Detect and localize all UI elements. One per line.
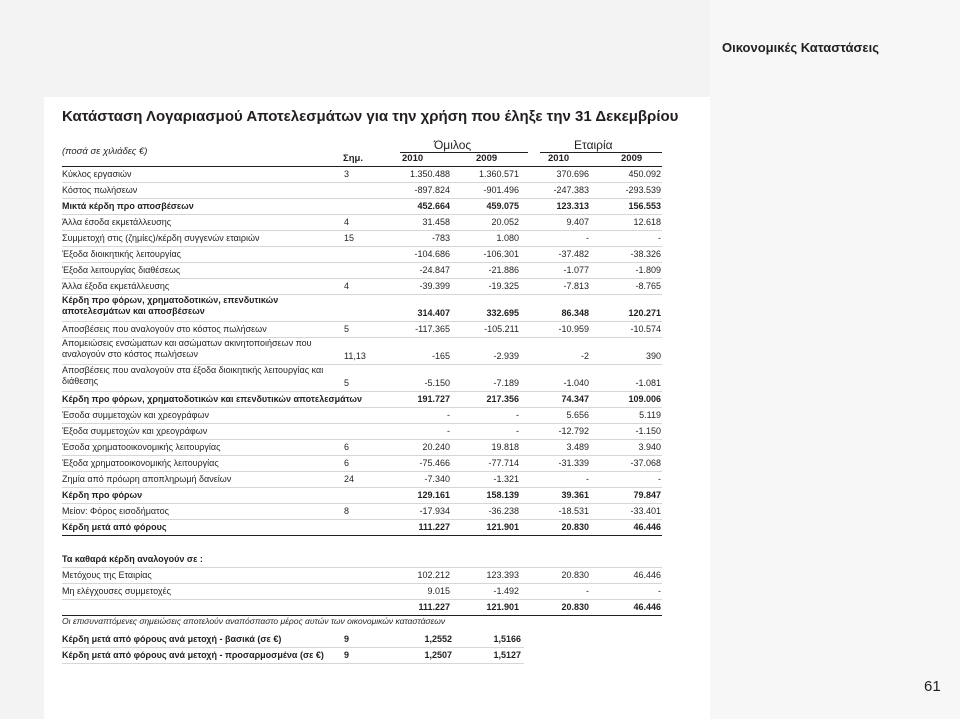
table-row: Έσοδα χρηματοοικονομικής λειτουργίας 6 20.240 19.818 3.489 3.940: [62, 440, 662, 456]
table-row: Έξοδα λειτουργίας διαθέσεως -24.847 -21.886 -1.077 -1.809: [62, 263, 662, 279]
table-row: Μετόχους της Εταιρίας 102.212 123.393 20.830 46.446: [62, 568, 662, 584]
table-row-net-profit: Κέρδη μετά από φόρους 111.227 121.901 20.830 46.446: [62, 520, 662, 536]
table-row: Κύκλος εργασιών 3 1.350.488 1.360.571 370.696 450.092: [62, 167, 662, 183]
table-row: Μείον: Φόρος εισοδήματος 8 -17.934 -36.238 -18.531 -33.401: [62, 504, 662, 520]
statement-title: Κατάσταση Λογαριασμού Αποτελεσμάτων για την χρήση που έληξε την 31 Δεκεμβρίου: [62, 108, 679, 125]
table-row: Αποσβέσεις που αναλογούν στα έξοδα διοικητικής λειτουργίας και διάθεσης 5 -5.150 -7.189 -1.040 -1.081: [62, 365, 662, 392]
table-row: Συμμετοχή στις (ζημίες)/κέρδη συγγενών εταιριών 15 -783 1.080 - -: [62, 231, 662, 247]
group-header: Όμιλος: [434, 138, 472, 152]
table-row: Μη ελέγχουσες συμμετοχές 9.015 -1.492 - -: [62, 584, 662, 600]
table-row: Ζημία από πρόωρη αποπληρωμή δανείων 24 -7.340 -1.321 - -: [62, 472, 662, 488]
table-row: Έξοδα συμμετοχών και χρεογράφων - - -12.792 -1.150: [62, 424, 662, 440]
attribution-total-row: 111.227 121.901 20.830 46.446: [62, 600, 662, 616]
table-row: Αποσβέσεις που αναλογούν στο κόστος πωλήσεων 5 -117.365 -105.211 -10.959 -10.574: [62, 322, 662, 338]
attribution-title: Τα καθαρά κέρδη αναλογούν σε :: [62, 552, 662, 568]
page-number: 61: [924, 678, 941, 695]
year-2009-company-header: 2009: [621, 153, 643, 164]
table-row: Κέρδη προ φόρων 129.161 158.139 39.361 79.847: [62, 488, 662, 504]
year-2009-group-header: 2009: [476, 153, 498, 164]
table-row: Κέρδη προ φόρων, χρηματοδοτικών και επενδυτικών αποτελεσμάτων 191.727 217.356 74.347 109.006: [62, 392, 662, 408]
table-row: Έξοδα χρηματοοικονομικής λειτουργίας 6 -75.466 -77.714 -31.339 -37.068: [62, 456, 662, 472]
table-row: Άλλα έξοδα εκμετάλλευσης 4 -39.399 -19.325 -7.813 -8.765: [62, 279, 662, 295]
section-title: Οικονομικές Καταστάσεις: [722, 40, 879, 55]
table-row: Απομειώσεις ενσώματων και ασώματων ακινητοποιήσεων που αναλογούν στο κόστος πωλήσεων 11,13 -165 -2.939 -2 390: [62, 338, 662, 365]
company-header: Εταιρία: [574, 138, 613, 152]
note-header: Σημ.: [343, 153, 363, 164]
right-margin: [710, 0, 960, 719]
eps-diluted-row: Κέρδη μετά από φόρους ανά μετοχή - προσαρμοσμένα (σε €) 9 1,2507 1,5127: [62, 648, 524, 664]
table-row: Κόστος πωλήσεων -897.824 -901.496 -247.383 -293.539: [62, 183, 662, 199]
spacer: [62, 536, 662, 552]
table-row: Έξοδα διοικητικής λειτουργίας -104.686 -106.301 -37.482 -38.326: [62, 247, 662, 263]
left-margin: [0, 0, 44, 719]
footnote: Οι επισυναπτόμενες σημειώσεις αποτελούν αναπόσπαστο μέρος αυτών των οικονομικών καταστάσεων: [62, 616, 446, 626]
income-statement-table: [62, 167, 662, 664]
units-label: (ποσά σε χιλιάδες €): [62, 146, 148, 157]
table-row: Μικτά κέρδη προ αποσβέσεων 452.664 459.075 123.313 156.553: [62, 199, 662, 215]
table-row: Άλλα έσοδα εκμετάλλευσης 4 31.458 20.052 9.407 12.618: [62, 215, 662, 231]
eps-basic-row: Κέρδη μετά από φόρους ανά μετοχή - βασικά (σε €) 9 1,2552 1,5166: [62, 632, 524, 648]
table-row: Κέρδη προ φόρων, χρηματοδοτικών, επενδυτικών αποτελεσμάτων και αποσβέσεων 314.407 332.695 86.348 120.271: [62, 295, 662, 322]
table-row: Έσοδα συμμετοχών και χρεογράφων - - 5.656 5.119: [62, 408, 662, 424]
year-2010-company-header: 2010: [548, 153, 570, 164]
year-2010-group-header: 2010: [402, 153, 424, 164]
top-panel: [44, 0, 710, 97]
